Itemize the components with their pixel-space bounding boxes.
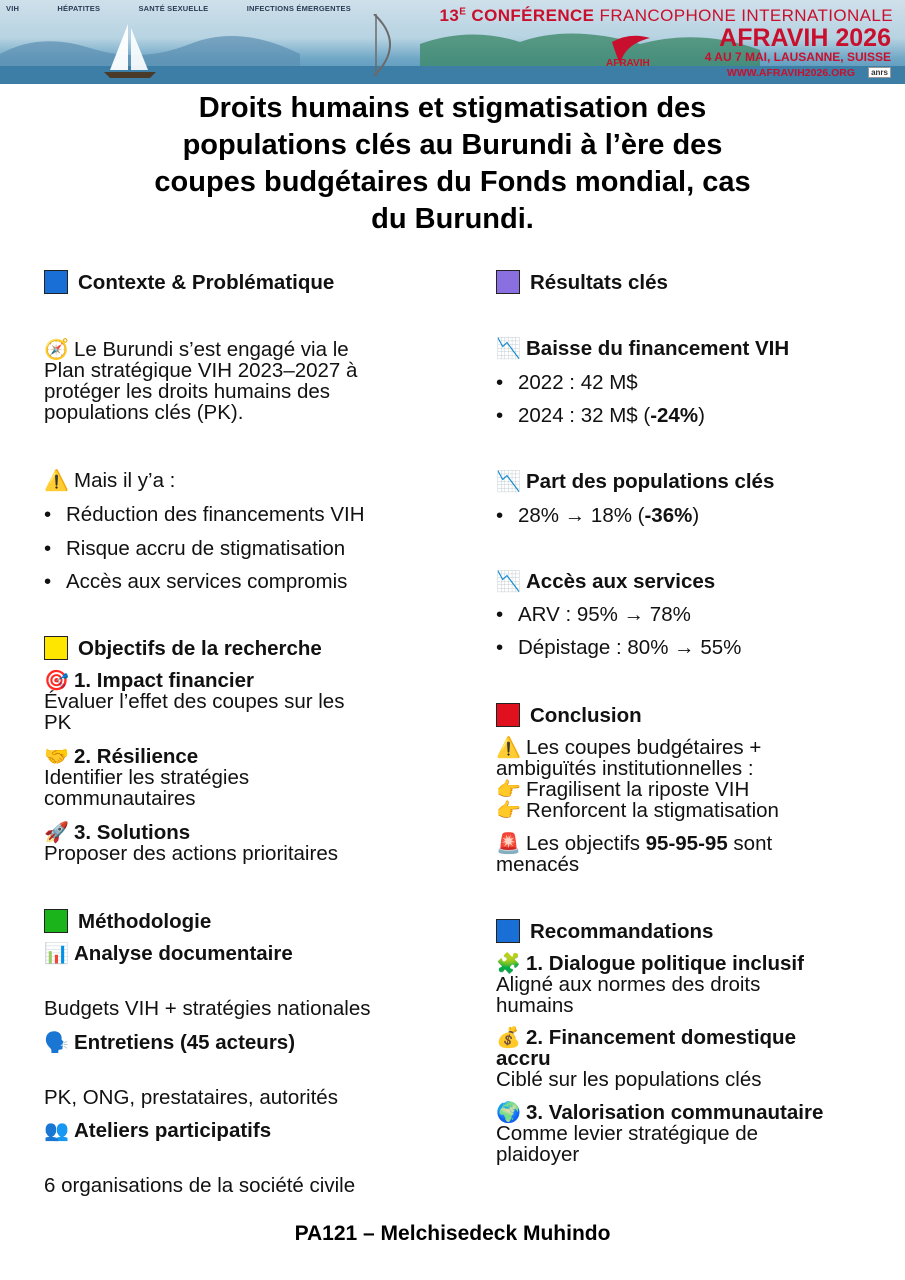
context-bullet: • Accès aux services compromis <box>44 570 348 593</box>
recommendation-title: 💰 2. Financement domestique <box>496 1026 796 1049</box>
poster-footer: PA121 – Melchisedeck Muhindo <box>294 1222 611 1245</box>
speaking-head-icon: 🗣️ <box>44 1032 69 1054</box>
compass-icon: 🧭 <box>44 339 69 361</box>
objectives-heading: Objectifs de la recherche <box>44 636 322 660</box>
afravih-logo: AFRAVIH <box>606 58 650 69</box>
blue-square-icon <box>496 919 520 943</box>
results-heading: Résultats clés <box>496 270 668 294</box>
globe-icon: 🌍 <box>496 1102 521 1124</box>
method-text: PK, ONG, prestataires, autorités <box>44 1086 338 1109</box>
title-line: coupes budgétaires du Fonds mondial, cas <box>154 166 751 198</box>
puzzle-icon: 🧩 <box>496 953 521 975</box>
conference-word: CONFÉRENCE <box>471 6 595 25</box>
conference-number: 13 <box>439 6 460 25</box>
purple-square-icon <box>496 270 520 294</box>
conclusion-heading: Conclusion <box>496 703 642 727</box>
objective-title: 🚀 3. Solutions <box>44 821 191 844</box>
recommendation-text: Aligné aux normes des droits <box>496 973 761 996</box>
green-square-icon <box>44 909 68 933</box>
objective-text: Évaluer l’effet des coupes sur les <box>44 690 345 713</box>
recommendation-title: 🌍 3. Valorisation communautaire <box>496 1101 824 1124</box>
recommendation-text: plaidoyer <box>496 1143 580 1166</box>
objective-text: Proposer des actions prioritaires <box>44 842 338 865</box>
recommendations-heading: Recommandations <box>496 919 713 943</box>
recommendation-title-line: accru <box>496 1047 551 1070</box>
share-bullet: • 28% → 18% (-36%) <box>496 504 700 527</box>
yellow-square-icon <box>44 636 68 660</box>
objective-text: communautaires <box>44 787 196 810</box>
conference-name: AFRAVIH 2026 <box>719 24 891 52</box>
recommendation-text: humains <box>496 994 574 1017</box>
title-line: du Burundi. <box>371 203 534 235</box>
conference-subtitle: FRANCOPHONE INTERNATIONALE <box>599 6 893 25</box>
recommendation-text: Ciblé sur les populations clés <box>496 1068 762 1091</box>
method-title: 👥 Ateliers participatifs <box>44 1119 272 1142</box>
conference-website[interactable]: WWW.AFRAVIH2026.ORG <box>726 67 855 79</box>
pointing-hand-icon: 👉 <box>496 779 521 801</box>
method-title: 🗣️ Entretiens (45 acteurs) <box>44 1031 296 1054</box>
method-title: 📊 Analyse documentaire <box>44 942 293 965</box>
conclusion-point: 👉 Renforcent la stigmatisation <box>496 799 779 822</box>
objective-text: PK <box>44 711 72 734</box>
access-bullet: • ARV : 95% → 78% <box>496 603 691 626</box>
bar-chart-icon: 📊 <box>44 943 69 965</box>
chart-down-icon: 📉 <box>496 571 521 593</box>
conference-banner <box>0 0 905 84</box>
blue-square-icon <box>44 270 68 294</box>
context-intro-line: Plan stratégique VIH 2023–2027 à <box>44 359 358 382</box>
context-intro-line: protéger les droits humains des <box>44 380 331 403</box>
target-icon: 🎯 <box>44 670 69 692</box>
conclusion-point: 👉 Fragilisent la riposte VIH <box>496 778 750 801</box>
conference-dates: 4 AU 7 MAI, LAUSANNE, SUISSE <box>704 50 891 64</box>
pointing-hand-icon: 👉 <box>496 800 521 822</box>
topic: HÉPATITES <box>57 4 101 13</box>
method-heading: Méthodologie <box>44 909 211 933</box>
recommendation-title: 🧩 1. Dialogue politique inclusif <box>496 952 804 975</box>
conclusion-alert: 🚨 Les objectifs 95-95-95 sont <box>496 832 773 855</box>
title-line: Droits humains et stigmatisation des <box>198 92 707 124</box>
recommendation-text: Comme levier stratégique de <box>496 1122 759 1145</box>
context-but-label: ⚠️ Mais il y’a : <box>44 469 176 492</box>
handshake-icon: 🤝 <box>44 746 69 768</box>
title-line: populations clés au Burundi à l’ère des <box>182 129 723 161</box>
conference-title <box>423 6 893 26</box>
objective-title: 🎯 1. Impact financier <box>44 669 255 692</box>
funding-bullet: • 2024 : 32 M$ (-24%) <box>496 404 705 427</box>
conclusion-alert-line: menacés <box>496 853 580 876</box>
conclusion-text: ⚠️ Les coupes budgétaires + <box>496 736 762 759</box>
warning-icon: ⚠️ <box>496 737 521 759</box>
red-square-icon <box>496 703 520 727</box>
chart-down-icon: 📉 <box>496 338 521 360</box>
group-icon: 👥 <box>44 1120 69 1142</box>
context-heading: Contexte & Problématique <box>44 270 334 294</box>
warning-icon: ⚠️ <box>44 470 69 492</box>
context-bullet: • Réduction des financements VIH <box>44 503 365 526</box>
objective-text: Identifier les stratégies <box>44 766 250 789</box>
topic: INFECTIONS ÉMERGENTES <box>246 4 351 13</box>
conclusion-text: ambiguïtés institutionnelles : <box>496 757 754 780</box>
chart-down-icon: 📉 <box>496 471 521 493</box>
context-bullet: • Risque accru de stigmatisation <box>44 537 346 560</box>
method-text: 6 organisations de la société civile <box>44 1174 356 1197</box>
funding-bullet: • 2022 : 42 M$ <box>496 371 638 394</box>
topic: SANTÉ SEXUELLE <box>138 4 209 13</box>
siren-icon: 🚨 <box>496 833 521 855</box>
poster-title <box>70 90 835 238</box>
banner-topics <box>6 4 387 13</box>
topic: VIH <box>6 4 20 13</box>
objective-title: 🤝 2. Résilience <box>44 745 199 768</box>
access-title: 📉 Accès aux services <box>496 570 716 593</box>
method-text: Budgets VIH + stratégies nationales <box>44 997 371 1020</box>
share-title: 📉 Part des populations clés <box>496 470 775 493</box>
conference-sup: E <box>459 6 467 18</box>
access-bullet: • Dépistage : 80% → 55% <box>496 636 742 659</box>
rocket-icon: 🚀 <box>44 822 69 844</box>
funding-title: 📉 Baisse du financement VIH <box>496 337 790 360</box>
money-bag-icon: 💰 <box>496 1027 521 1049</box>
context-intro: 🧭 Le Burundi s’est engagé via le <box>44 338 349 361</box>
anrs-logo: anrs <box>868 67 891 78</box>
context-intro-line: populations clés (PK). <box>44 401 244 424</box>
